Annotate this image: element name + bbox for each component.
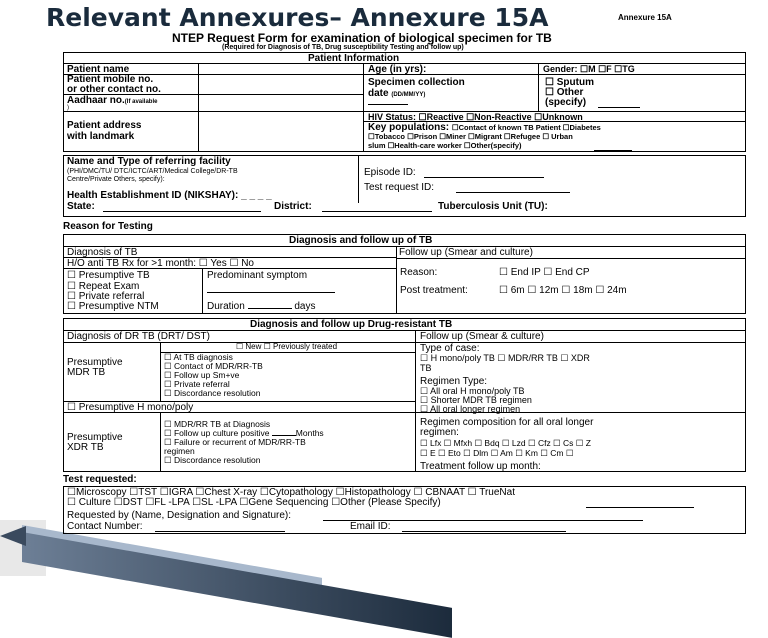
aadhaar-note-close: ): [67, 105, 69, 111]
dr-diagnosis-title: Diagnosis of DR TB (DRT/ DST): [67, 331, 210, 342]
xdr-discordance[interactable]: ☐ Discordance resolution: [164, 455, 261, 465]
mobile-label-2: or other contact no.: [67, 84, 161, 95]
regimen-all-oral-h[interactable]: ☐ All oral H mono/poly TB: [420, 386, 525, 396]
decorative-ribbon-tip: [0, 526, 26, 546]
state-field[interactable]: [103, 211, 261, 212]
patient-info-header: Patient Information: [308, 53, 400, 64]
district-label: District:: [274, 201, 312, 212]
contact-number-label: Contact Number:: [67, 521, 143, 532]
regimen-shorter-mdr[interactable]: ☐ Shorter MDR TB regimen: [420, 395, 532, 405]
tb-diagnosis-header: Diagnosis and follow up of TB: [289, 235, 433, 246]
type-of-case-tb: TB: [420, 363, 432, 373]
type-of-case-label: Type of case:: [420, 343, 480, 354]
xdr-failure[interactable]: ☐ Failure or recurrent of MDR/RR-TB: [164, 437, 306, 447]
xdr-followup-culture[interactable]: ☐ Follow up culture positive Months: [164, 428, 324, 438]
health-establishment-id: Health Establishment ID (NIKSHAY): _ _ _ _: [67, 190, 272, 201]
specify-label: (specify): [545, 97, 587, 108]
sputum-checkbox[interactable]: ☐ Sputum: [545, 77, 594, 88]
test-options-row-2[interactable]: ☐ Culture ☐DST ☐FL -LPA ☐SL -LPA ☐Gene Sequencing ☐Other (Please Specify): [67, 497, 441, 508]
slide-title: Relevant Annexures– Annexure 15A: [46, 3, 549, 32]
drug-options-2[interactable]: ☐ E ☐ Eto ☐ Dlm ☐ Am ☐ Km ☐ Cm ☐: [420, 448, 574, 458]
test-request-id-field[interactable]: [456, 192, 570, 193]
presumptive-h-mono-checkbox[interactable]: ☐ Presumptive H mono/poly: [67, 402, 194, 413]
symptom-field[interactable]: [207, 292, 335, 293]
followup-reason-label: Reason:: [400, 267, 438, 278]
state-label: State:: [67, 201, 95, 212]
specimen-label-1: Specimen collection: [368, 77, 465, 88]
specify-field[interactable]: [598, 107, 640, 108]
dr-tb-header: Diagnosis and follow up Drug-resistant TB: [250, 319, 453, 330]
key-populations-label: Key populations: ☐Contact of known TB Patient ☐Diabetes: [368, 122, 601, 133]
hiv-status: HIV Status: ☐Reactive ☐Non-Reactive ☐Unknown: [368, 112, 583, 122]
private-referral-checkbox[interactable]: ☐ Private referral: [67, 291, 145, 302]
specimen-label-2: date (DD/MM/YY): [368, 88, 426, 99]
duration-label: Duration days: [207, 301, 316, 312]
presumptive-ntm-checkbox[interactable]: ☐ Presumptive NTM: [67, 301, 159, 312]
treatment-month-field[interactable]: [581, 471, 635, 472]
duration-field[interactable]: [248, 308, 292, 309]
post-treatment-options[interactable]: ☐ 6m ☐ 12m ☐ 18m ☐ 24m: [499, 285, 627, 296]
regimen-type-label: Regimen Type:: [420, 376, 488, 387]
predominant-symptom-label: Predominant symptom: [207, 270, 308, 281]
followup-reason-options[interactable]: ☐ End IP ☐ End CP: [499, 267, 590, 278]
address-label-1: Patient address: [67, 120, 142, 131]
presumptive-mdr-label-1: Presumptive: [67, 357, 123, 368]
regimen-composition-1: Regimen composition for all oral longer: [420, 417, 594, 428]
gender-label: Gender: ☐M ☐F ☐TG: [543, 64, 635, 74]
decorative-ribbon-dark: [22, 532, 452, 638]
requested-by-label: Requested by (Name, Designation and Signature):: [67, 510, 292, 521]
episode-id-label: Episode ID:: [364, 167, 416, 178]
test-options-row-1[interactable]: ☐Microscopy ☐TST ☐IGRA ☐Chest X-ray ☐Cytopathology ☐Histopathology ☐ CBNAAT ☐ TrueNat: [67, 487, 515, 498]
form-title: NTEP Request Form for examination of biological specimen for TB: [172, 31, 552, 45]
annexure-tag: Annexure 15A: [618, 13, 672, 22]
address-label-2: with landmark: [67, 131, 135, 142]
facility-types-1: (PHI/DMC/TU/ DTC/ICTC/ART/Medical College/DR-TB: [67, 168, 238, 175]
mobile-label-1: Patient mobile no.: [67, 74, 154, 85]
contact-number-field[interactable]: [155, 531, 285, 532]
reason-for-testing: Reason for Testing: [63, 221, 153, 232]
drug-options-1[interactable]: ☐ Lfx ☐ Mfxh ☐ Bdq ☐ Lzd ☐ Cfz ☐ Cs ☐ Z: [420, 438, 591, 448]
test-requested-title: Test requested:: [63, 474, 137, 485]
district-field[interactable]: [322, 211, 432, 212]
presumptive-mdr-label-2: MDR TB: [67, 367, 106, 378]
new-previously-treated[interactable]: ☐ New ☐ Previously treated: [236, 342, 338, 351]
regimen-composition-2: regimen:: [420, 427, 459, 438]
post-treatment-label: Post treatment:: [400, 285, 468, 296]
ho-anti-tb-rx: H/O anti TB Rx for >1 month: ☐ Yes ☐ No: [67, 258, 254, 269]
tu-label: Tuberculosis Unit (TU):: [438, 201, 548, 212]
xdr-mdr-at-diagnosis[interactable]: ☐ MDR/RR TB at Diagnosis: [164, 419, 271, 429]
age-label: Age (in yrs):: [368, 64, 427, 75]
xdr-regimen: regimen: [164, 446, 195, 456]
facility-title: Name and Type of referring facility: [67, 156, 231, 167]
dr-followup-title: Follow up (Smear & culture): [420, 331, 544, 342]
key-populations-2: ☐Tobacco ☐Prison ☐Miner ☐Migrant ☐Refugee ☐ Urban: [368, 132, 573, 141]
other-checkbox[interactable]: ☐ Other: [545, 87, 584, 98]
form-subtitle: (Required for Diagnosis of TB, Drug susceptibility Testing and follow up): [222, 44, 464, 51]
email-field[interactable]: [402, 531, 566, 532]
presumptive-xdr-label-2: XDR TB: [67, 442, 104, 453]
episode-id-field[interactable]: [424, 177, 544, 178]
mdr-contact[interactable]: ☐ Contact of MDR/RR-TB: [164, 361, 263, 371]
repeat-exam-checkbox[interactable]: ☐ Repeat Exam: [67, 281, 140, 292]
patient-name-label: Patient name: [67, 64, 130, 75]
key-populations-3: slum ☐Health-care worker ☐Other(specify): [368, 141, 522, 150]
type-of-case-options[interactable]: ☐ H mono/poly TB ☐ MDR/RR TB ☐ XDR: [420, 353, 590, 363]
regimen-all-oral-longer[interactable]: ☐ All oral longer regimen: [420, 404, 521, 414]
presumptive-xdr-label-1: Presumptive: [67, 432, 123, 443]
diagnosis-of-tb-title: Diagnosis of TB: [67, 247, 138, 258]
email-label: Email ID:: [350, 521, 391, 532]
tb-followup-title: Follow up (Smear and culture): [399, 247, 533, 258]
facility-types-2: Centre/Private Others, specify):: [67, 176, 165, 183]
mdr-discordance[interactable]: ☐ Discordance resolution: [164, 388, 261, 398]
presumptive-tb-checkbox[interactable]: ☐ Presumptive TB: [67, 270, 150, 281]
mdr-followup[interactable]: ☐ Follow up Sm+ve: [164, 370, 240, 380]
aadhaar-label: Aadhaar no.(If available: [67, 95, 158, 106]
mdr-at-diagnosis[interactable]: ☐ At TB diagnosis: [164, 352, 233, 362]
other-test-field[interactable]: [586, 507, 694, 508]
test-request-id-label: Test request ID:: [364, 182, 435, 193]
mdr-private-referral[interactable]: ☐ Private referral: [164, 379, 230, 389]
treatment-followup-month: Treatment follow up month:: [420, 461, 541, 472]
